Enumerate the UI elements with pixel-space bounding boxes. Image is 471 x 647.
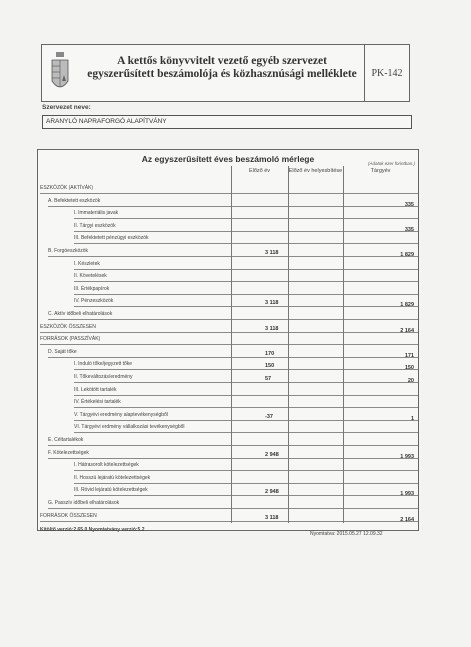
row-value-prev: 3 118 bbox=[265, 514, 279, 521]
row-label: I. Hátrasorolt kötelezettségek bbox=[74, 462, 139, 469]
row-label: B. Forgóeszközök bbox=[48, 248, 89, 254]
table-row bbox=[40, 511, 418, 522]
row-label: II. Hosszú lejáratú kötelezettségek bbox=[74, 474, 151, 481]
table-row bbox=[74, 284, 418, 295]
row-label: II. Követelések bbox=[74, 273, 107, 280]
table-row bbox=[74, 460, 418, 471]
table-row bbox=[48, 435, 418, 446]
row-value-current: 335 bbox=[404, 201, 414, 208]
row-label: I. Induló tőke/jegyzett tőke bbox=[74, 361, 133, 368]
row-value-current: 150 bbox=[404, 365, 414, 372]
table-row bbox=[74, 359, 418, 370]
row-value-current: 1 829 bbox=[400, 252, 414, 258]
row-label: II. Tőkeváltozás/eredmény bbox=[74, 374, 133, 380]
row-label: C. Aktív időbeli elhatárolások bbox=[48, 311, 113, 317]
table-row bbox=[74, 271, 418, 282]
table-title: Az egyszerűsített éves beszámoló mérlege bbox=[141, 154, 315, 164]
row-label: A. Befektetett eszközök bbox=[48, 197, 101, 204]
table-row bbox=[48, 196, 418, 207]
table-row bbox=[48, 448, 418, 459]
balance-sheet-table bbox=[37, 149, 419, 531]
table-unit-note: (Adatok ezer forintban.) bbox=[367, 161, 415, 166]
table-row bbox=[74, 410, 418, 421]
row-value-current: 20 bbox=[407, 378, 414, 384]
table-row bbox=[74, 208, 418, 219]
column-divider bbox=[231, 166, 232, 523]
row-value-prev: 3 118 bbox=[265, 325, 279, 332]
row-value-current: 2 164 bbox=[400, 327, 414, 334]
row-value-current: 171 bbox=[404, 352, 414, 359]
row-label: III. Rövid lejáratú kötelezettségek bbox=[74, 487, 148, 494]
table-row bbox=[48, 498, 418, 509]
row-value-current: 1 993 bbox=[400, 453, 414, 460]
table-row bbox=[48, 347, 418, 358]
row-label: I. Készletek bbox=[74, 260, 100, 267]
row-value-prev: 57 bbox=[265, 376, 272, 382]
table-row bbox=[40, 322, 418, 333]
row-value-prev: 3 118 bbox=[265, 250, 279, 256]
row-label: II. Tárgyi eszközök bbox=[74, 222, 116, 229]
row-label: ESZKÖZÖK ÖSSZESEN bbox=[40, 323, 96, 330]
row-value-prev: -37 bbox=[265, 413, 273, 420]
coat-of-arms-icon bbox=[49, 51, 71, 95]
form-header bbox=[41, 44, 410, 102]
column-header-prev: Előző év bbox=[248, 168, 271, 174]
row-value-prev: 170 bbox=[265, 350, 275, 357]
table-row bbox=[74, 233, 418, 244]
table-row bbox=[74, 473, 418, 484]
row-label: VI. Tárgyévi erdmény vállalkozási tevékenységből bbox=[74, 424, 185, 431]
column-header-correction: Előző év helyesbítése bbox=[288, 168, 343, 174]
table-row bbox=[48, 246, 418, 257]
row-value-current: 1 829 bbox=[400, 302, 414, 309]
row-label: FORRÁSOK (PASSZÍVÁK) bbox=[40, 336, 101, 343]
column-divider bbox=[343, 166, 344, 523]
row-label: I. Immateriális javak bbox=[74, 210, 119, 217]
row-label: III. Befektetett pénzügyi eszközök bbox=[74, 235, 149, 242]
organization-label: Szervezet neve: bbox=[42, 104, 91, 111]
row-label: IV. Pénzeszközök bbox=[74, 298, 114, 305]
table-row bbox=[40, 334, 418, 345]
table-row bbox=[74, 372, 418, 383]
print-timestamp: Nyomtatva: 2015.05.27 12.09.32 bbox=[310, 531, 383, 537]
row-label: F. Kötelezettségek bbox=[48, 449, 89, 456]
form-code: PK-142 bbox=[364, 45, 409, 101]
row-value-current: 2 164 bbox=[400, 516, 414, 523]
row-value-current: 1 bbox=[410, 415, 414, 422]
table-row bbox=[74, 422, 418, 433]
table-row bbox=[74, 397, 418, 408]
row-label: G. Passzív időbeli elhatárolások bbox=[48, 500, 120, 506]
row-value-prev: 150 bbox=[265, 363, 275, 370]
organization-name: ARANYLÓ NAPRAFORGÓ ALAPÍTVÁNY bbox=[46, 118, 167, 125]
row-label: FORRÁSOK ÖSSZESEN bbox=[40, 512, 97, 519]
table-row bbox=[40, 183, 418, 194]
table-row bbox=[48, 309, 418, 320]
row-label: ESZKÖZÖK (AKTÍVÁK) bbox=[40, 185, 94, 191]
row-value-prev: 3 118 bbox=[265, 300, 279, 307]
form-title-line2: egyszerűsített beszámolója és közhasznúsági melléklete bbox=[87, 68, 357, 80]
table-row bbox=[74, 296, 418, 307]
row-label: V. Tárgyévi eredmény alaptevékenységből bbox=[74, 411, 168, 418]
table-row bbox=[74, 385, 418, 396]
row-label: E. Céltartalékok bbox=[48, 437, 84, 443]
table-row bbox=[74, 221, 418, 232]
row-label: III. Értékpapírok bbox=[74, 285, 110, 292]
row-label: III. Lekötött tartalék bbox=[74, 386, 117, 393]
organization-name-field bbox=[42, 115, 412, 129]
row-value-prev: 2 948 bbox=[265, 451, 279, 458]
column-header-current: Tárgyév bbox=[370, 168, 391, 174]
table-row bbox=[74, 485, 418, 496]
row-value-prev: 2 948 bbox=[265, 489, 279, 496]
row-label: D. Saját tőke bbox=[48, 348, 77, 355]
form-title-line1: A kettős könyvvitelt vezető egyéb szervezet bbox=[117, 55, 327, 67]
column-divider bbox=[288, 166, 289, 523]
row-value-current: 335 bbox=[404, 226, 414, 233]
table-row bbox=[74, 259, 418, 270]
row-value-current: 1 993 bbox=[400, 491, 414, 498]
form-title bbox=[78, 55, 366, 81]
version-info: Kitöltő verzió:2.65.0 Nyomtatvány verzió:5.2 bbox=[40, 527, 145, 533]
row-label: IV. Értékelési tartalék bbox=[74, 399, 121, 406]
